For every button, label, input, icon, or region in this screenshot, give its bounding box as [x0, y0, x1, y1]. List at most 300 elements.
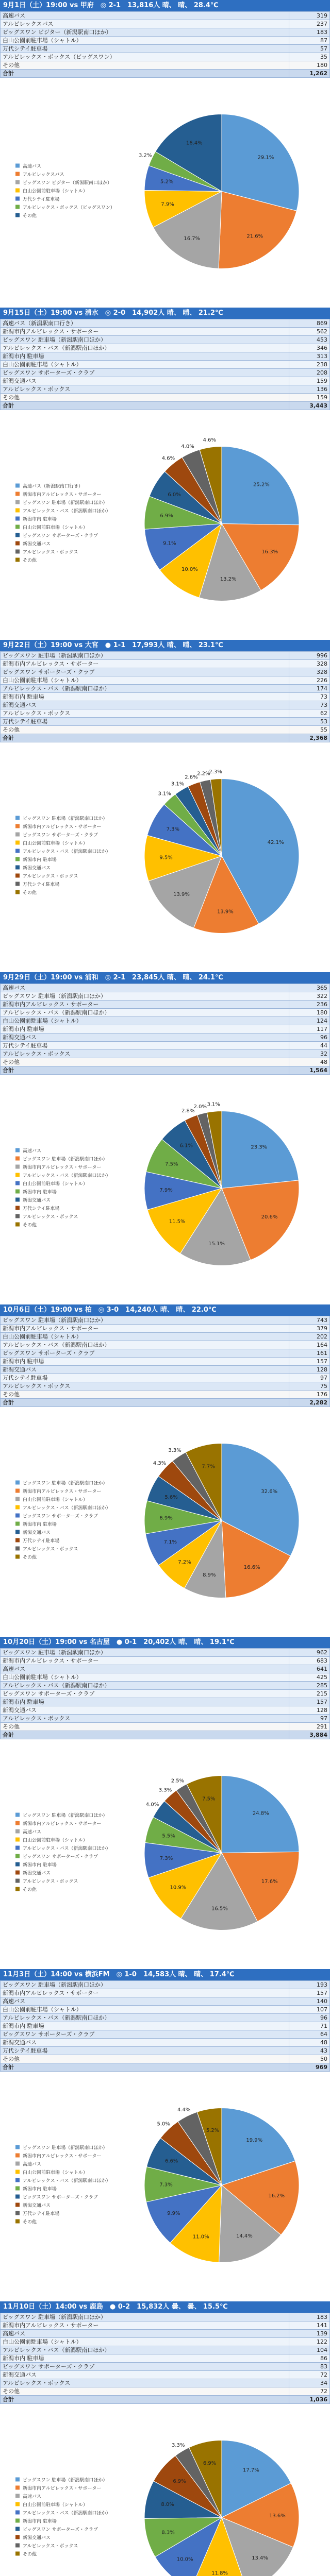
- row-label: ビッグスワン 駐車場（新潟駅南口ほか）: [1, 992, 289, 1001]
- row-label: ビッグスワン サポーターズ・クラブ: [1, 2363, 289, 2371]
- row-value: 87: [289, 37, 330, 45]
- legend-label: その他: [23, 1555, 37, 1561]
- slice-percent-label: 6.9%: [173, 2479, 186, 2485]
- legend-label: ビッグスワン サポーターズ・クラブ: [23, 533, 98, 539]
- row-value: 96: [289, 2014, 330, 2022]
- row-label: ビッグスワン サポーターズ・クラブ: [1, 2030, 289, 2039]
- slice-percent-label: 4.6%: [161, 455, 175, 462]
- legend-label: ビッグスワン ビジター（新潟駅南口ほか）: [23, 180, 112, 186]
- table-row: [1, 1050, 330, 1058]
- row-value: 425: [289, 1673, 330, 1682]
- legend-swatch: [15, 1547, 20, 1551]
- slice-percent-label: 10.0%: [176, 2556, 193, 2563]
- data-section: [0, 1637, 330, 1967]
- pie-chart: [0, 2404, 330, 2576]
- legend-entry: [15, 1164, 101, 1171]
- legend-label: 新潟市内アルビレックス・サポーター: [23, 2154, 102, 2159]
- row-label: ビッグスワン ビジター（新潟駅南口ほか）: [1, 28, 289, 37]
- legend-entry: [15, 1821, 101, 1827]
- legend-swatch: [15, 1481, 20, 1485]
- row-value: 32: [289, 1050, 330, 1058]
- legend-swatch: [15, 2187, 20, 2191]
- table-row: [1, 1649, 330, 1657]
- row-label: 白山公園前駐車場（シャトル）: [1, 1333, 289, 1341]
- row-label: アルビレックス・バス（新潟駅南口ほか）: [1, 1341, 289, 1349]
- row-label: ビッグスワン 駐車場（新潟駅南口ほか）: [1, 652, 289, 660]
- table-row: [1, 1333, 330, 1341]
- legend-swatch: [15, 558, 20, 562]
- legend-entry: [15, 483, 83, 489]
- ranking-table: [0, 2313, 330, 2404]
- legend-swatch: [15, 2195, 20, 2199]
- legend-label: ビッグスワン サポーターズ・クラブ: [23, 2527, 98, 2533]
- row-label: アルビレックス・ボックス: [1, 1715, 289, 1723]
- row-value: 83: [289, 2363, 330, 2371]
- legend-entry: [15, 188, 88, 194]
- legend-swatch: [15, 2203, 20, 2207]
- slice-percent-label: 16.5%: [211, 1906, 228, 1912]
- table-row: [1, 2039, 330, 2047]
- legend-label: 万代シテイ駐車場: [23, 2211, 60, 2217]
- legend-swatch: [15, 841, 20, 845]
- table-row: [1, 1017, 330, 1025]
- legend-entry: [15, 492, 101, 498]
- legend-swatch: [15, 509, 20, 513]
- table-row: [1, 1690, 330, 1698]
- legend-entry: [15, 2186, 57, 2192]
- total-label: 合計: [1, 1399, 289, 1407]
- legend-swatch: [15, 2211, 20, 2215]
- legend-swatch: [15, 1862, 20, 1867]
- table-row: [1, 2022, 330, 2030]
- table-row: [1, 1316, 330, 1325]
- row-value: 453: [289, 336, 330, 344]
- legend-label: 高速バス: [23, 164, 42, 170]
- table-row: [1, 352, 330, 361]
- legend-label: 白山公園前駐車場（シャトル）: [23, 2502, 88, 2508]
- row-value: 104: [289, 2346, 330, 2354]
- legend-label: 万代シテイ駐車場: [23, 1538, 60, 1544]
- row-label: 高速バス: [1, 1997, 289, 2006]
- table-row: [1, 2363, 330, 2371]
- row-value: 869: [289, 319, 330, 328]
- slice-percent-label: 4.6%: [203, 437, 217, 444]
- legend-swatch: [15, 533, 20, 537]
- slice-percent-label: 6.6%: [164, 2158, 178, 2164]
- row-value: 226: [289, 676, 330, 685]
- legend-label: 白山公園前駐車場（シャトル）: [23, 841, 88, 846]
- legend-swatch: [15, 1173, 20, 1177]
- legend-label: 新潟交通バス: [23, 1530, 51, 1536]
- total-row: [1, 1399, 330, 1407]
- legend-entry: [15, 1206, 59, 1212]
- legend-entry: [15, 1148, 41, 1154]
- slice-percent-label: 5.2%: [160, 179, 174, 185]
- row-label: 新潟市内アルビレックス・サポーター: [1, 1325, 289, 1333]
- table-row: [1, 1989, 330, 1997]
- legend-label: アルビレックス・バス（新潟駅南口ほか）: [23, 509, 111, 514]
- legend-label: 新潟市内 駐車場: [23, 2519, 57, 2524]
- row-value: 107: [289, 2006, 330, 2014]
- row-value: 141: [289, 2321, 330, 2330]
- pie-chart: [0, 1407, 330, 1634]
- row-value: 64: [289, 2030, 330, 2039]
- table-row: [1, 1001, 330, 1009]
- legend-swatch: [15, 1489, 20, 1493]
- row-value: 97: [289, 1374, 330, 1382]
- slice-percent-label: 4.0%: [181, 444, 194, 450]
- legend-label: ビッグスワン サポーターズ・クラブ: [23, 1854, 98, 1860]
- legend-entry: [15, 557, 37, 564]
- table-row: [1, 1682, 330, 1690]
- legend-label: アルビレックス・バス（新潟駅南口ほか）: [23, 2511, 111, 2516]
- legend-swatch: [15, 189, 20, 193]
- table-row: [1, 28, 330, 37]
- legend-label: 白山公園前駐車場（シャトル）: [23, 1181, 88, 1187]
- slice-percent-label: 24.8%: [252, 1810, 269, 1817]
- row-label: 新潟交通バス: [1, 1033, 289, 1042]
- slice-percent-label: 17.7%: [243, 2467, 259, 2473]
- table-row: [1, 1665, 330, 1673]
- legend-entry: [15, 2202, 51, 2209]
- row-label: 新潟市内アルビレックス・サポーター: [1, 1001, 289, 1009]
- legend-swatch: [15, 1165, 20, 1169]
- legend-swatch: [15, 213, 20, 217]
- row-value: 96: [289, 1033, 330, 1042]
- row-value: 285: [289, 1682, 330, 1690]
- legend-entry: [15, 2145, 107, 2151]
- legend-swatch: [15, 2494, 20, 2498]
- row-label: 新潟市内 駐車場: [1, 352, 289, 361]
- legend-label: アルビレックス・ボックス: [23, 1214, 78, 1220]
- legend-entry: [15, 1514, 98, 1519]
- table-row: [1, 53, 330, 61]
- legend-entry: [15, 1845, 110, 1852]
- legend-label: 新潟交通バス: [23, 1198, 51, 1204]
- slice-percent-label: 8.3%: [161, 2530, 175, 2536]
- legend-swatch: [15, 1514, 20, 1518]
- legend-swatch: [15, 1206, 20, 1210]
- legend-entry: [15, 1879, 78, 1885]
- legend-label: 新潟市内アルビレックス・サポーター: [23, 1165, 102, 1171]
- slice-percent-label: 20.6%: [261, 1214, 278, 1221]
- legend-entry: [15, 2219, 37, 2225]
- table-row: [1, 1374, 330, 1382]
- slice-percent-label: 13.2%: [220, 576, 237, 582]
- table-row: [1, 1349, 330, 1358]
- legend-entry: [15, 2551, 37, 2557]
- row-label: ビッグスワン 駐車場（新潟駅南口ほか）: [1, 336, 289, 344]
- legend-entry: [15, 516, 57, 522]
- ranking-table: [0, 1648, 330, 1739]
- row-value: 157: [289, 1698, 330, 1706]
- row-label: 新潟交通バス: [1, 701, 289, 709]
- legend-entry: [15, 1547, 78, 1552]
- legend-entry: [15, 1214, 78, 1220]
- row-value: 683: [289, 1657, 330, 1665]
- row-value: 237: [289, 20, 330, 28]
- row-label: 新潟市内 駐車場: [1, 693, 289, 701]
- slice-percent-label: 23.3%: [251, 1144, 268, 1150]
- row-label: ビッグスワン サポーターズ・クラブ: [1, 1690, 289, 1698]
- ranking-table: [0, 1980, 330, 2072]
- row-value: 97: [289, 1715, 330, 1723]
- row-value: 365: [289, 984, 330, 992]
- total-row: [1, 70, 330, 78]
- legend-entry: [15, 2510, 110, 2516]
- ranking-table: [0, 11, 330, 78]
- row-label: 新潟市内アルビレックス・サポーター: [1, 1989, 289, 1997]
- legend-swatch: [15, 484, 20, 488]
- legend-swatch: [15, 1879, 20, 1883]
- row-value: 128: [289, 1366, 330, 1374]
- table-row: [1, 1657, 330, 1665]
- legend-entry: [15, 1870, 51, 1876]
- table-row: [1, 1981, 330, 1989]
- slice-percent-label: 2.0%: [193, 1104, 207, 1110]
- section-header: 11月10日（土）14:00 vs 鹿島 ● 0-2 15,832人 曇、 曇、 15.5℃: [0, 2301, 330, 2313]
- legend-label: 白山公園前駐車場（シャトル）: [23, 2170, 88, 2176]
- legend-entry: [15, 1854, 98, 1860]
- slice-percent-label: 4.3%: [153, 1461, 167, 1467]
- legend-swatch: [15, 180, 20, 184]
- legend-label: 新潟市内アルビレックス・サポーター: [23, 824, 102, 830]
- legend-swatch: [15, 1838, 20, 1842]
- row-value: 183: [289, 2313, 330, 2321]
- row-label: 新潟市内 駐車場: [1, 2354, 289, 2363]
- table-row: [1, 1358, 330, 1366]
- row-label: 高速バス: [1, 1665, 289, 1673]
- legend-swatch: [15, 2502, 20, 2506]
- row-value: 75: [289, 1382, 330, 1391]
- row-value: 193: [289, 1981, 330, 1989]
- legend-label: 新潟市内 駐車場: [23, 857, 57, 863]
- legend-swatch: [15, 1555, 20, 1559]
- legend-swatch: [15, 2535, 20, 2539]
- row-label: 白山公園前駐車場（シャトル）: [1, 1017, 289, 1025]
- row-label: 白山公園前駐車場（シャトル）: [1, 361, 289, 369]
- legend-entry: [15, 2485, 101, 2492]
- legend-swatch: [15, 1148, 20, 1153]
- row-label: 新潟市内 駐車場: [1, 2022, 289, 2030]
- legend-label: 新潟市内 駐車場: [23, 1522, 57, 1528]
- legend-swatch: [15, 1181, 20, 1185]
- legend-label: ビッグスワン サポーターズ・クラブ: [23, 833, 98, 838]
- table-row: [1, 984, 330, 992]
- slice-percent-label: 10.0%: [182, 566, 198, 572]
- other-value: 72: [289, 2387, 330, 2396]
- slice-percent-label: 6.1%: [179, 1143, 193, 1149]
- other-row: [1, 726, 330, 734]
- total-row: [1, 2396, 330, 2404]
- legend-label: ビッグスワン サポーターズ・クラブ: [23, 1514, 98, 1519]
- row-value: 164: [289, 1341, 330, 1349]
- table-row: [1, 12, 330, 20]
- row-value: 174: [289, 685, 330, 693]
- legend-swatch: [15, 866, 20, 870]
- table-row: [1, 2379, 330, 2387]
- legend-entry: [15, 1829, 41, 1835]
- legend-swatch: [15, 1871, 20, 1875]
- slice-percent-label: 6.9%: [160, 513, 173, 519]
- row-value: 48: [289, 2039, 330, 2047]
- legend-entry: [15, 1505, 110, 1511]
- slice-percent-label: 9.9%: [167, 2211, 180, 2217]
- slice-percent-label: 13.9%: [217, 909, 234, 915]
- row-value: 53: [289, 718, 330, 726]
- legend-label: その他: [23, 558, 37, 564]
- total-value: 2,282: [289, 1399, 330, 1407]
- legend-entry: [15, 2161, 41, 2167]
- legend-label: 新潟交通バス: [23, 2203, 51, 2209]
- row-value: 238: [289, 361, 330, 369]
- legend-entry: [15, 1837, 88, 1843]
- legend-swatch: [15, 2145, 20, 2149]
- total-value: 969: [289, 2063, 330, 2072]
- legend-entry: [15, 2518, 57, 2524]
- section-header: 11月3日（土）14:00 vs 横浜FM ◎ 1-0 14,583人 晴、 晴、 17.4℃: [0, 1969, 330, 1980]
- legend-label: 新潟市内アルビレックス・サポーター: [23, 1821, 102, 1827]
- slice-percent-label: 2.8%: [181, 1108, 195, 1114]
- slice-percent-label: 6.9%: [203, 2461, 217, 2467]
- table-row: [1, 377, 330, 385]
- legend-label: 高速バス: [23, 1829, 42, 1835]
- row-label: 白山公園前駐車場（シャトル）: [1, 1673, 289, 1682]
- table-row: [1, 992, 330, 1001]
- table-row: [1, 1382, 330, 1391]
- legend-entry: [15, 833, 98, 838]
- table-row: [1, 1042, 330, 1050]
- row-value: 128: [289, 1706, 330, 1715]
- legend-swatch: [15, 2519, 20, 2523]
- pie-chart: [0, 410, 330, 637]
- legend-swatch: [15, 500, 20, 504]
- row-value: 73: [289, 693, 330, 701]
- legend-label: 万代シテイ駐車場: [23, 882, 60, 888]
- legend-entry: [15, 533, 98, 539]
- legend-entry: [15, 500, 107, 506]
- table-row: [1, 2313, 330, 2321]
- slice-percent-label: 2.6%: [185, 774, 198, 781]
- legend-label: アルビレックス・ボックス: [23, 1547, 78, 1552]
- legend-entry: [15, 1538, 59, 1544]
- legend-label: その他: [23, 1223, 37, 1228]
- other-label: その他: [1, 394, 289, 402]
- total-label: 合計: [1, 734, 289, 742]
- row-label: 新潟市内アルビレックス・サポーター: [1, 2321, 289, 2330]
- legend-label: アルビレックス・バス（新潟駅南口ほか）: [23, 849, 111, 855]
- slice-percent-label: 14.4%: [236, 2233, 253, 2240]
- row-label: 高速バス（新潟駅南口行き）: [1, 319, 289, 328]
- row-value: 962: [289, 1649, 330, 1657]
- slice-percent-label: 11.0%: [192, 2234, 209, 2240]
- legend-label: 新潟市内アルビレックス・サポーター: [23, 492, 102, 498]
- row-value: 72: [289, 2371, 330, 2379]
- slice-percent-label: 25.2%: [253, 482, 270, 488]
- row-label: 万代シテイ駐車場: [1, 718, 289, 726]
- legend-label: 高速バス: [23, 2494, 42, 2500]
- legend-label: アルビレックス・バス（新潟駅南口ほか）: [23, 2178, 111, 2184]
- slice-percent-label: 3.2%: [138, 152, 152, 159]
- legend-swatch: [15, 517, 20, 521]
- other-row: [1, 1723, 330, 1731]
- legend-entry: [15, 882, 59, 888]
- legend-entry: [15, 1530, 51, 1536]
- total-row: [1, 734, 330, 742]
- legend-entry: [15, 172, 64, 178]
- table-row: [1, 1341, 330, 1349]
- row-value: 34: [289, 2379, 330, 2387]
- other-label: その他: [1, 1391, 289, 1399]
- slice-percent-label: 4.0%: [145, 1802, 159, 1808]
- slice-percent-label: 5.6%: [164, 1494, 178, 1500]
- legend-swatch: [15, 2170, 20, 2174]
- legend-entry: [15, 1497, 88, 1503]
- legend-swatch: [15, 1538, 20, 1543]
- legend-entry: [15, 2544, 78, 2549]
- table-row: [1, 2047, 330, 2055]
- ranking-table: [0, 651, 330, 742]
- legend-label: ビッグスワン 駐車場（新潟駅南口ほか）: [23, 816, 108, 822]
- table-row: [1, 2346, 330, 2354]
- legend-swatch: [15, 1223, 20, 1227]
- total-label: 合計: [1, 2063, 289, 2072]
- table-row: [1, 1009, 330, 1017]
- total-label: 合計: [1, 402, 289, 410]
- legend-swatch: [15, 2552, 20, 2556]
- legend-label: 白山公園前駐車場（シャトル）: [23, 1838, 88, 1843]
- legend-label: アルビレックス・バス（新潟駅南口ほか）: [23, 1846, 111, 1852]
- table-row: [1, 2030, 330, 2039]
- section-header: 9月29日（土）19:00 vs 浦和 ◎ 2-1 23,845人 晴、 晴、 24.1℃: [0, 972, 330, 984]
- legend-entry: [15, 2494, 41, 2500]
- legend-label: 高速バス（新潟駅南口行き）: [23, 484, 84, 489]
- total-value: 2,368: [289, 734, 330, 742]
- total-row: [1, 402, 330, 410]
- legend-entry: [15, 824, 101, 830]
- row-label: アルビレックス・ボックス: [1, 709, 289, 718]
- data-section: [0, 2301, 330, 2576]
- row-value: 183: [289, 28, 330, 37]
- legend-swatch: [15, 2154, 20, 2158]
- row-value: 313: [289, 352, 330, 361]
- legend-entry: [15, 1488, 101, 1495]
- row-value: 208: [289, 369, 330, 377]
- section-header: 10月20日（土）19:00 vs 名古屋 ● 0-1 20,402人 晴、 晴、 19.1℃: [0, 1637, 330, 1648]
- legend-entry: [15, 180, 112, 186]
- slice-percent-label: 7.7%: [202, 1464, 215, 1470]
- other-label: その他: [1, 2387, 289, 2396]
- table-row: [1, 709, 330, 718]
- row-value: 157: [289, 1358, 330, 1366]
- legend-swatch: [15, 525, 20, 529]
- table-row: [1, 344, 330, 352]
- slice-percent-label: 5.5%: [162, 1833, 175, 1839]
- row-label: 新潟交通バス: [1, 1706, 289, 1715]
- table-row: [1, 20, 330, 28]
- slice-percent-label: 13.9%: [173, 892, 190, 898]
- total-value: 3,443: [289, 402, 330, 410]
- row-label: ビッグスワン 駐車場（新潟駅南口ほか）: [1, 1316, 289, 1325]
- legend-swatch: [15, 1198, 20, 1202]
- row-label: 新潟交通バス: [1, 1366, 289, 1374]
- legend-swatch: [15, 824, 20, 828]
- pie-chart: [0, 78, 330, 305]
- row-label: ビッグスワン サポーターズ・クラブ: [1, 1349, 289, 1358]
- row-label: 新潟市内アルビレックス・サポーター: [1, 328, 289, 336]
- legend-entry: [15, 1862, 57, 1868]
- total-value: 3,884: [289, 1731, 330, 1739]
